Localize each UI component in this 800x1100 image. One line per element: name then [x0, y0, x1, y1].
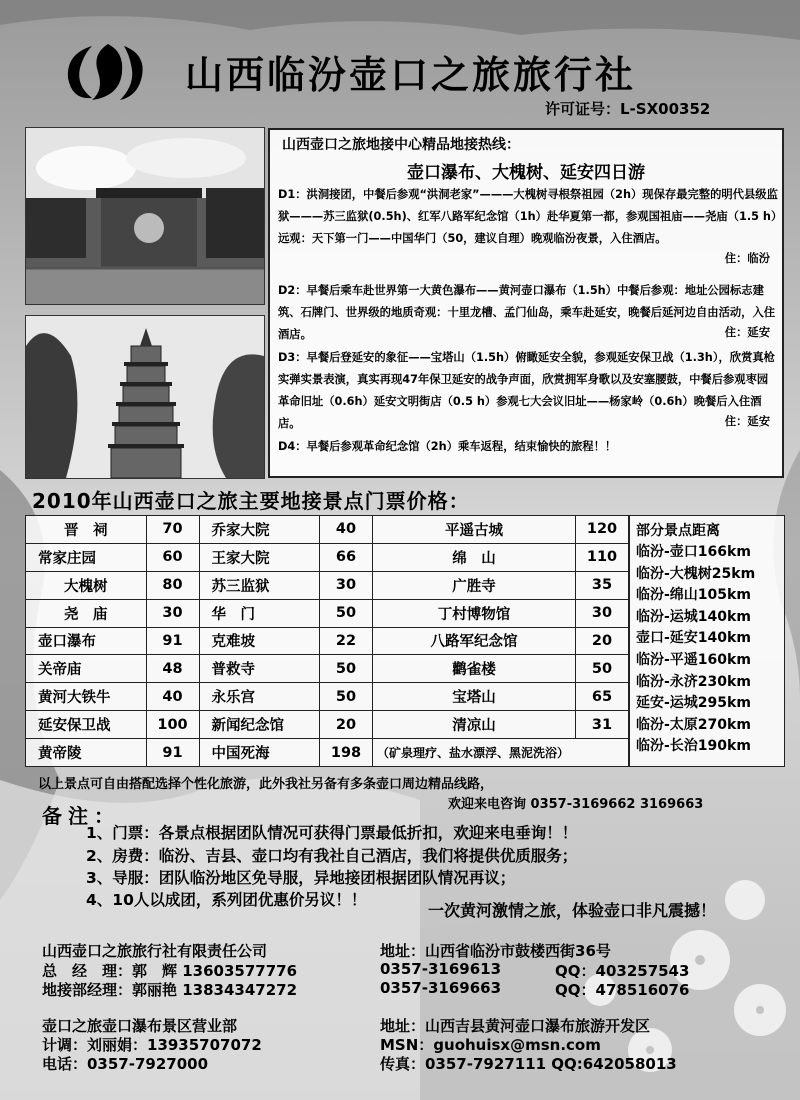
itinerary-route-title: 壶口瀑布、大槐树、延安四日游 [407, 163, 645, 183]
distance-item: 壶口-延安140km [636, 630, 751, 647]
ticket-price: 20 [576, 627, 629, 655]
distance-item: 临汾-运城140km [636, 608, 751, 625]
manager-telephone: 0357-3169613 [380, 960, 502, 978]
attraction-name: 王家大院 [199, 543, 320, 571]
distance-item: 延安-运城295km [636, 695, 751, 712]
attraction-name: 延安保卫战 [26, 711, 147, 739]
address-branch: 地址：山西吉县黄河壶口瀑布旅游开发区 [380, 1017, 651, 1035]
attraction-name: 克难坡 [199, 627, 320, 655]
attraction-name: 华 门 [199, 599, 320, 627]
attraction-name: 新闻纪念馆 [199, 711, 320, 739]
address-main: 地址：山西省临汾市鼓楼西街36号 [380, 942, 611, 960]
attraction-name: 黄河大铁牛 [26, 683, 147, 711]
department-qq: QQ：478516076 [555, 981, 690, 999]
remark-item: 2、房费：临汾、吉县、壶口均有我社自己酒店，我们将提供优质服务； [86, 847, 578, 865]
attraction-name: 大槐树 [26, 571, 147, 599]
slogan: 一次黄河激情之旅，体验壶口非凡震撼！ [428, 901, 717, 920]
ticket-price: 22 [320, 627, 373, 655]
distance-item: 临汾-平遥160km [636, 651, 751, 668]
distance-item: 临汾-绵山105km [636, 587, 751, 604]
itinerary-day-2: D2：早餐后乘车赴世界第一大黄色瀑布——黄河壶口瀑布（1.5h）中餐后参观：地址公园标志建筑、石牌门、世界级的地质奇观：十里龙槽、孟门仙岛，乘车赴延安，晚餐后延河边自由活动，入住酒店。 [278, 284, 776, 341]
ticket-price: 48 [146, 655, 199, 683]
consult-phone: 0357-3169662 3169663 [530, 797, 704, 812]
ticket-price: 80 [146, 571, 199, 599]
distance-item: 临汾-长治190km [636, 738, 751, 755]
table-row [26, 516, 629, 544]
ticket-price: 31 [576, 711, 629, 739]
remark-item: 1、门票：各景点根据团队情况可获得门票最低折扣，欢迎来电垂询！！ [86, 824, 578, 842]
msn-contact: MSN：guohuisx@msn.com [380, 1036, 601, 1054]
distance-item: 临汾-永济230km [636, 673, 751, 690]
ticket-price: 120 [576, 516, 629, 544]
attraction-name: 广胜寺 [373, 571, 576, 599]
itinerary-box [268, 128, 784, 478]
itinerary-day-4: D4：早餐后参观革命纪念馆（2h）乘车返程，结束愉快的旅程！！ [278, 440, 617, 453]
ticket-price: 50 [320, 599, 373, 627]
itinerary-day-1: D1：洪洞接团，中餐后参观“洪洞老家”———大槐树寻根祭祖园（2h）现保存最完整的明代县级监狱———苏三监狱(0.5h)、红军八路军纪念馆（1h）赴华夏第一都，参观国祖庙——尧庙（1.5 h）远观：天下第一门——中国华门（50，建议自理）晚观临汾夜景，入住酒店。 [278, 188, 778, 245]
attraction-name: 清凉山 [373, 711, 576, 739]
distance-item: 临汾-大槐树25km [636, 565, 756, 582]
attraction-name: 苏三监狱 [199, 571, 320, 599]
attraction-name: 鹳雀楼 [373, 655, 576, 683]
ticket-price: 40 [320, 516, 373, 544]
distance-title: 部分景点距离 [636, 523, 720, 539]
attraction-name: 绵 山 [373, 543, 576, 571]
table-row [26, 683, 629, 711]
consult-label: 欢迎来电咨询 [448, 797, 527, 812]
ticket-price: 35 [576, 571, 629, 599]
remarks-label: 备注： [42, 804, 120, 828]
price-table-title: 2010年山西壶口之旅主要地接景点门票价格： [32, 489, 470, 513]
table-row [26, 599, 629, 627]
ticket-price: 30 [320, 571, 373, 599]
ticket-price: 91 [146, 739, 199, 767]
branch-phone: 电话：0357-7927000 [42, 1055, 209, 1073]
manager-qq: QQ：403257543 [555, 962, 690, 980]
distance-item: 临汾-壶口166km [636, 544, 751, 560]
ticket-price: 198 [320, 739, 373, 767]
branch-fax: 传真：0357-7927111 QQ:642058013 [380, 1055, 677, 1073]
ticket-price: 110 [576, 543, 629, 571]
intro-text: 以上景点可自由搭配选择个性化旅游，此外我社另备有多条壶口周边精品线路， [38, 777, 494, 792]
page-title: 山西临汾壶口之旅旅行社 [185, 53, 637, 97]
table-row [26, 711, 629, 739]
attraction-name: 黄帝陵 [26, 739, 147, 767]
ticket-price: 60 [146, 543, 199, 571]
attraction-name: 永乐宫 [199, 683, 320, 711]
table-row [26, 627, 629, 655]
ticket-price: 20 [320, 711, 373, 739]
photo-pagoda [25, 315, 265, 479]
ticket-price: 30 [576, 599, 629, 627]
attraction-name: 关帝庙 [26, 655, 147, 683]
attraction-name: 乔家大院 [199, 516, 320, 544]
attraction-name: 八路军纪念馆 [373, 627, 576, 655]
company-logo [62, 40, 148, 104]
attraction-name: 常家庄园 [26, 543, 147, 571]
attraction-name: 中国死海 [199, 739, 320, 767]
itinerary-day-3: D3：早餐后登延安的象征——宝塔山（1.5h）俯瞰延安全貌，参观延安保卫战（1.3h），欣赏真枪实弹实景表演，真实再现47年保卫延安的战争声面，欣赏拥军身歌以及安塞腰鼓，中餐后参观枣园革命旧址（0.6h）延安文明街店（0.5 h）参观七大会议旧址——杨家岭（0.6h）晚餐后入住酒店。 [278, 351, 775, 430]
ticket-price: 91 [146, 627, 199, 655]
general-manager: 总 经 理：郭 辉 13603577776 [42, 962, 298, 980]
attraction-name: 晋 祠 [26, 516, 147, 544]
photo-ancestral-gate [25, 127, 265, 305]
attraction-note: （矿泉理疗、盐水漂浮、黑泥洗浴） [373, 739, 629, 767]
ticket-price-table [25, 515, 629, 767]
ticket-price: 100 [146, 711, 199, 739]
ticket-price: 50 [320, 655, 373, 683]
ticket-price: 30 [146, 599, 199, 627]
ticket-price: 50 [576, 655, 629, 683]
department-manager: 地接部经理：郭丽艳 13834347272 [42, 981, 298, 999]
remark-item: 3、导服：团队临汾地区免导服，异地接团根据团队情况再议； [86, 869, 516, 887]
ticket-price: 40 [146, 683, 199, 711]
attraction-name: 尧 庙 [26, 599, 147, 627]
license-number: 许可证号：L-SX00352 [545, 100, 711, 118]
table-row [26, 739, 629, 767]
ticket-price: 70 [146, 516, 199, 544]
itinerary-heading: 山西壶口之旅地接中心精品地接热线： [282, 137, 520, 153]
branch-name: 壶口之旅壶口瀑布景区营业部 [42, 1017, 238, 1035]
table-row [26, 571, 629, 599]
remark-item: 4、10人以成团，系列团优惠价另议！！ [86, 891, 367, 909]
attraction-name: 普救寺 [199, 655, 320, 683]
itinerary-day-1-stay: 住：临汾 [724, 252, 770, 265]
ticket-price: 50 [320, 683, 373, 711]
attraction-name: 平遥古城 [373, 516, 576, 544]
table-row [26, 655, 629, 683]
attraction-name: 丁村博物馆 [373, 599, 576, 627]
attraction-name: 宝塔山 [373, 683, 576, 711]
attraction-name: 壶口瀑布 [26, 627, 147, 655]
department-telephone: 0357-3169663 [380, 979, 502, 997]
itinerary-day-2-stay: 住：延安 [724, 326, 770, 339]
distance-item: 临汾-太原270km [636, 716, 751, 733]
table-row [26, 543, 629, 571]
itinerary-day-3-stay: 住：延安 [724, 415, 770, 428]
planner-contact: 计调：刘丽娟：13935707072 [42, 1036, 262, 1054]
company-name: 山西壶口之旅旅行社有限责任公司 [42, 942, 268, 960]
ticket-price: 66 [320, 543, 373, 571]
consult-line [448, 793, 703, 812]
ticket-price: 65 [576, 683, 629, 711]
distance-box [629, 515, 785, 767]
